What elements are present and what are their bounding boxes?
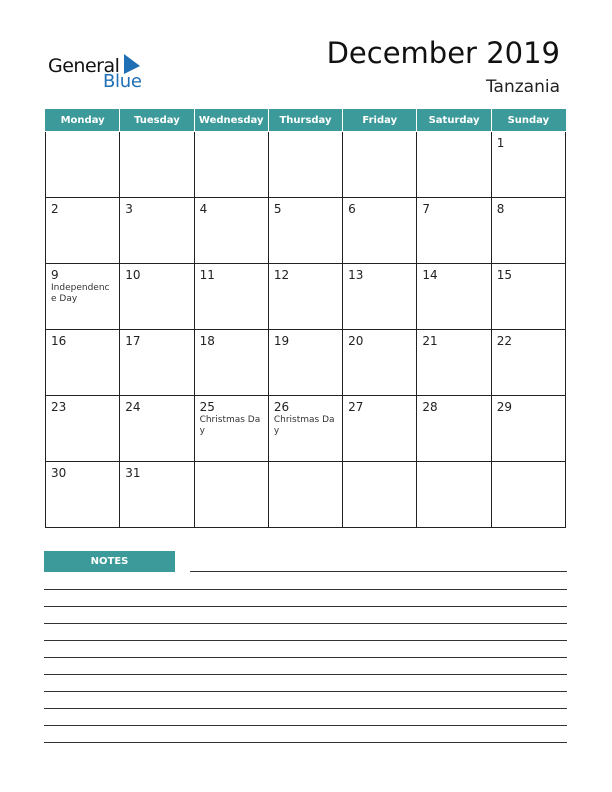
day-number: 26 xyxy=(273,400,290,414)
day-number: 8 xyxy=(496,202,505,216)
day-cell xyxy=(120,462,194,528)
day-cell xyxy=(491,396,565,462)
day-cell xyxy=(268,462,342,528)
day-cell xyxy=(268,330,342,396)
day-cell xyxy=(491,264,565,330)
day-cell xyxy=(417,198,491,264)
day-number: 19 xyxy=(273,334,290,348)
day-cell xyxy=(46,462,120,528)
note-line xyxy=(44,708,567,709)
day-number: 25 xyxy=(199,400,215,414)
note-line xyxy=(44,742,567,743)
note-line xyxy=(190,571,567,572)
day-number: 17 xyxy=(125,334,141,348)
day-cell xyxy=(194,264,268,330)
weekday-header: Tuesday xyxy=(120,110,194,132)
calendar-week-row xyxy=(46,198,566,264)
day-cell xyxy=(46,198,120,264)
note-line xyxy=(44,623,567,624)
day-number: 9 xyxy=(51,268,59,282)
calendar-week-row xyxy=(46,132,566,198)
day-number: 30 xyxy=(51,466,67,480)
calendar-week-row xyxy=(46,330,566,396)
day-number: 5 xyxy=(273,202,282,216)
day-cell xyxy=(491,330,565,396)
country-name: Tanzania xyxy=(485,77,560,97)
day-number: 29 xyxy=(496,400,512,414)
day-cell xyxy=(194,132,268,198)
note-line xyxy=(44,589,567,590)
day-number: 11 xyxy=(199,268,215,282)
day-number: 1 xyxy=(496,136,505,150)
weekday-header: Saturday xyxy=(417,110,491,132)
weekday-header: Sunday xyxy=(491,110,565,132)
note-line xyxy=(44,691,567,692)
day-cell xyxy=(491,132,565,198)
day-cell xyxy=(343,264,417,330)
day-cell xyxy=(120,264,194,330)
note-line xyxy=(44,606,567,607)
day-number: 2 xyxy=(51,202,59,216)
day-number: 24 xyxy=(125,400,141,414)
page-title: December 2019 xyxy=(326,36,560,70)
day-cell xyxy=(46,264,120,330)
day-number: 4 xyxy=(199,202,208,216)
day-number: 21 xyxy=(422,334,438,348)
calendar-week-row xyxy=(46,264,566,330)
day-number: 22 xyxy=(496,334,512,348)
day-cell xyxy=(268,132,342,198)
day-cell xyxy=(194,462,268,528)
brand-logo xyxy=(48,52,148,92)
day-number: 16 xyxy=(51,334,67,348)
day-cell xyxy=(268,198,342,264)
calendar-week-row xyxy=(46,396,566,462)
calendar-week-row xyxy=(46,462,566,528)
day-cell xyxy=(120,132,194,198)
note-line xyxy=(44,640,567,641)
day-cell xyxy=(120,198,194,264)
holiday-label: Christmas Day xyxy=(199,415,261,436)
weekday-header: Thursday xyxy=(268,110,342,132)
note-line xyxy=(44,674,567,675)
notes-label: NOTES xyxy=(44,551,175,572)
day-cell xyxy=(417,264,491,330)
day-cell xyxy=(268,396,342,462)
day-cell xyxy=(343,462,417,528)
day-cell xyxy=(417,462,491,528)
note-line xyxy=(44,725,567,726)
calendar-grid xyxy=(45,109,566,528)
day-cell xyxy=(120,330,194,396)
day-cell xyxy=(343,330,417,396)
day-cell xyxy=(491,462,565,528)
day-cell xyxy=(417,132,491,198)
day-cell xyxy=(343,198,417,264)
day-cell xyxy=(46,396,120,462)
day-number: 12 xyxy=(273,268,290,282)
holiday-label: Independence Day xyxy=(51,283,110,304)
day-number: 13 xyxy=(348,268,364,282)
day-number: 10 xyxy=(125,268,141,282)
weekday-header: Wednesday xyxy=(194,110,268,132)
day-cell xyxy=(343,132,417,198)
day-cell xyxy=(491,198,565,264)
day-cell xyxy=(46,132,120,198)
day-cell xyxy=(120,396,194,462)
day-cell xyxy=(417,330,491,396)
day-number: 14 xyxy=(422,268,438,282)
weekday-header-row xyxy=(46,110,566,132)
day-number: 31 xyxy=(125,466,141,480)
day-number: 7 xyxy=(422,202,431,216)
logo-text-blue: Blue xyxy=(103,71,142,92)
note-line xyxy=(44,657,567,658)
day-cell xyxy=(343,396,417,462)
logo-text-general: General xyxy=(48,55,120,77)
day-number: 28 xyxy=(422,400,438,414)
holiday-label: Christmas Day xyxy=(273,415,335,436)
day-cell xyxy=(194,198,268,264)
day-cell xyxy=(194,396,268,462)
weekday-header: Friday xyxy=(343,110,417,132)
day-number: 6 xyxy=(348,202,356,216)
day-number: 20 xyxy=(348,334,364,348)
day-cell xyxy=(417,396,491,462)
day-cell xyxy=(194,330,268,396)
day-cell xyxy=(46,330,120,396)
calendar-body xyxy=(46,132,566,528)
day-number: 15 xyxy=(496,268,512,282)
day-number: 27 xyxy=(348,400,364,414)
day-number: 18 xyxy=(199,334,215,348)
day-number: 23 xyxy=(51,400,67,414)
day-cell xyxy=(268,264,342,330)
day-number: 3 xyxy=(125,202,133,216)
weekday-header: Monday xyxy=(46,110,120,132)
